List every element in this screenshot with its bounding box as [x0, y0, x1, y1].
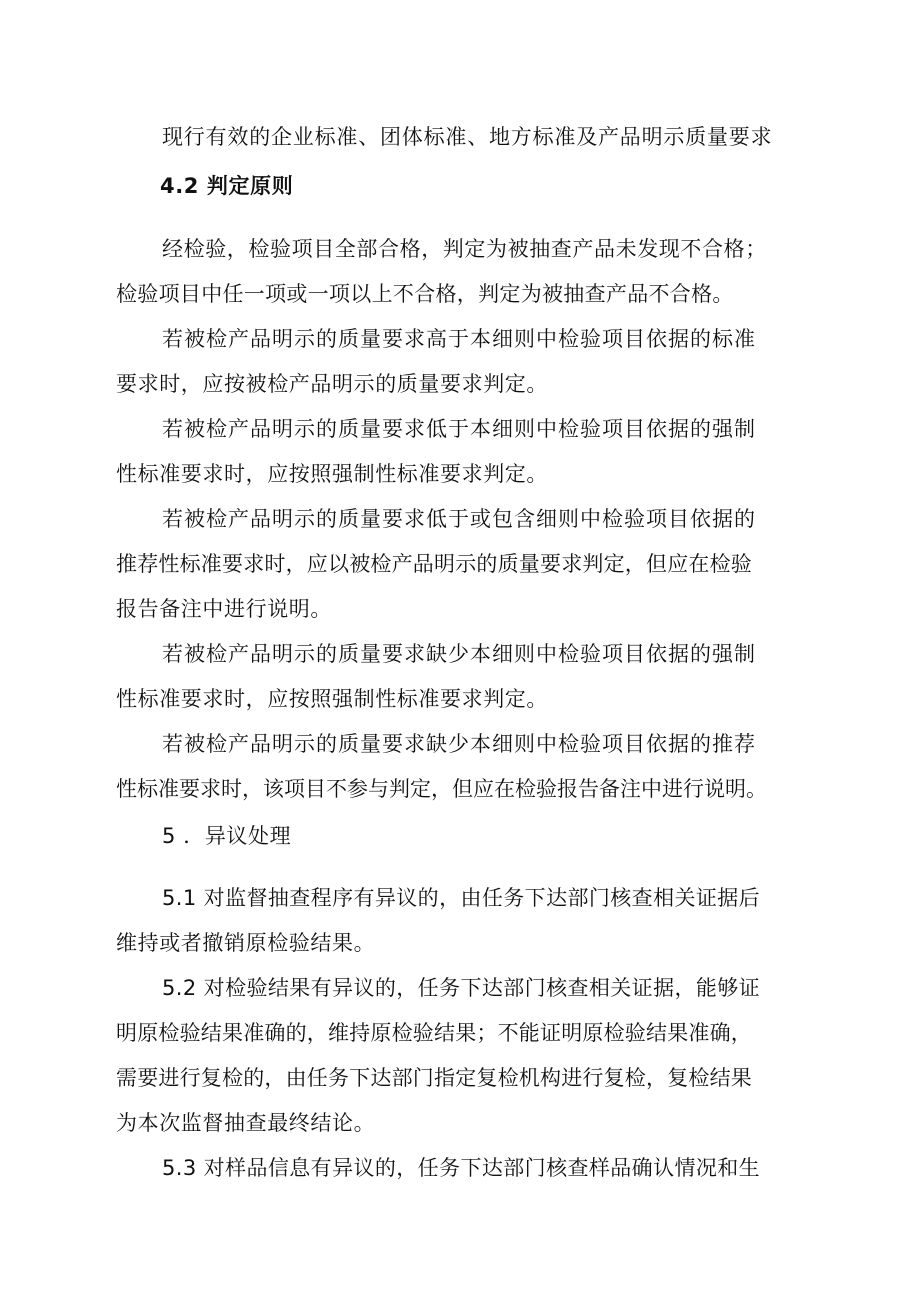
text-line: 明原检验结果准确的，维持原检验结果；不能证明原检验结果准确，: [116, 1021, 752, 1045]
text-line: 若被检产品明示的质量要求高于本细则中检验项目依据的标准: [162, 327, 756, 351]
section-heading: 5 ．异议处理: [162, 824, 292, 848]
text-line: 5.3 对样品信息有异议的，任务下达部门核查样品确认情况和生: [162, 1156, 761, 1180]
text-line: 若被检产品明示的质量要求低于或包含细则中检验项目依据的: [162, 507, 756, 531]
text-line: 5.1 对监督抽查程序有异议的，由任务下达部门核查相关证据后: [162, 886, 761, 910]
text-line: 性标准要求时，该项目不参与判定，但应在检验报告备注中进行说明。: [116, 777, 767, 801]
text-line: 若被检产品明示的质量要求缺少本细则中检验项目依据的强制: [162, 642, 756, 666]
text-line: 需要进行复检的，由任务下达部门指定复检机构进行复检，复检结果: [116, 1066, 752, 1090]
text-line: 若被检产品明示的质量要求低于本细则中检验项目依据的强制: [162, 417, 756, 441]
text-line: 性标准要求时，应按照强制性标准要求判定。: [116, 462, 548, 486]
section-heading: 4.2 判定原则: [160, 174, 294, 198]
text-line: 为本次监督抽查最终结论。: [116, 1111, 376, 1135]
text-line: 若被检产品明示的质量要求缺少本细则中检验项目依据的推荐: [162, 732, 756, 756]
text-line: 推荐性标准要求时，应以被检产品明示的质量要求判定，但应在检验: [116, 552, 752, 576]
text-line: 5.2 对检验结果有异议的，任务下达部门核查相关证据，能够证: [162, 976, 761, 1000]
text-line: 现行有效的企业标准、团体标准、地方标准及产品明示质量要求: [162, 125, 773, 149]
text-line: 经检验，检验项目全部合格，判定为被抽查产品未发现不合格；: [162, 237, 767, 261]
text-line: 性标准要求时，应按照强制性标准要求判定。: [116, 687, 548, 711]
text-line: 检验项目中任一项或一项以上不合格，判定为被抽查产品不合格。: [116, 282, 734, 306]
text-line: 报告备注中进行说明。: [116, 597, 332, 621]
text-line: 要求时，应按被检产品明示的质量要求判定。: [116, 372, 548, 396]
text-line: 维持或者撤销原检验结果。: [116, 931, 376, 955]
